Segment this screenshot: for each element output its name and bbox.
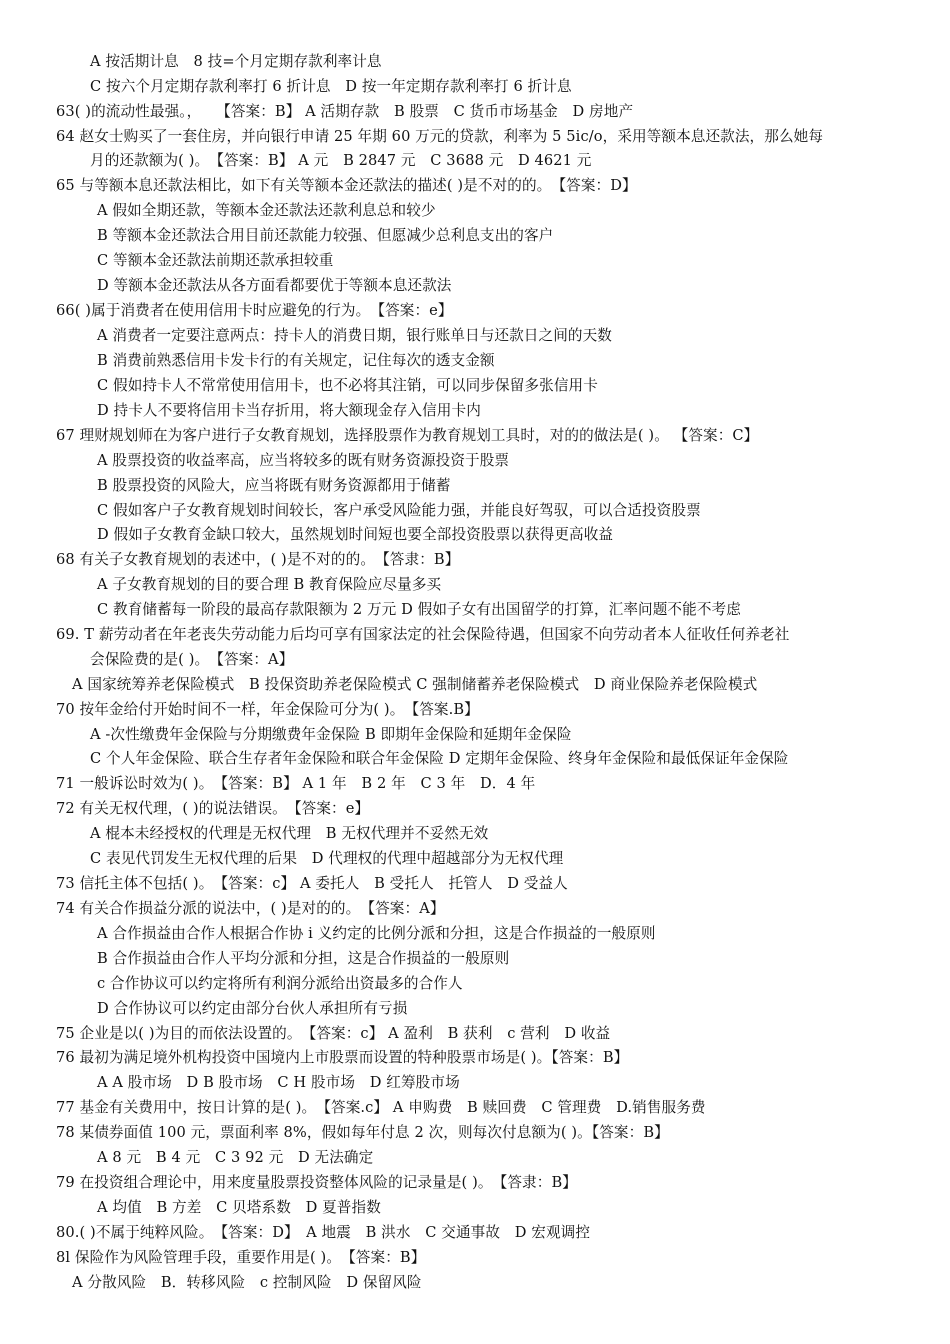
- question-67: 67 理财规划师在为客户进行子女教育规划，选择股票作为教育规划工具时，对的的做法是( )。 【答案：C】: [56, 427, 759, 444]
- question-69-line1: 69. T 薪劳动者在年老丧失劳动能力后均可享有国家法定的社会保险待遇，但国家不向劳动者本人征收任何养老社: [56, 626, 790, 643]
- question-76: 76 最初为满足境外机构投资中国境内上市股票而设置的特种股票市场是( )。【答案：B】: [56, 1049, 629, 1066]
- question-67-option-c: C 假如客户子女教育规划时间较长，客户承受风险能力强，并能良好驾驭，可以合适投资股票: [97, 502, 701, 519]
- question-67-option-b: B 股票投资的风险大，应当将既有财务资源都用于储蓄: [97, 477, 451, 494]
- question-72-options-cd: C 表见代罚发生无权代理的后果 D 代理权的代理中超越部分为无权代理: [90, 850, 564, 867]
- question-74-option-b: B 合作损益由合作人平均分派和分担，这是合作损益的一般原则: [97, 950, 510, 967]
- question-74-option-a: A 合作损益由合作人根据合作协 i 义约定的比例分派和分担，这是合作损益的一般原则: [97, 925, 656, 942]
- question-77: 77 基金有关费用中，按日计算的是( )。 【答案.c】 A 申购费 B 赎回费 C 管理费 D.销售服务费: [56, 1099, 706, 1116]
- question-81-options: A 分散风险 B．转移风险 c 控制风险 D 保留风险: [72, 1274, 422, 1291]
- question-64-line1: 64 赵女士购买了一套住房，并向银行申请 25 年期 60 万元的贷款，利率为 5 5ic/o，采用等额本息还款法，那么她每: [56, 128, 824, 145]
- question-80: 80.( )不属于纯粹风险。 【答案：D】 A 地震 B 洪水 C 交通事故 D 宏观调控: [56, 1224, 591, 1241]
- question-68: 68 有关子女教育规划的表述中，( )是不对的的。 【答隶：B】: [56, 551, 460, 568]
- question-65-option-d: D 等额本金还款法从各方面看都要优于等额本息还款法: [97, 277, 452, 294]
- question-64-line2: 月的还款额为( )。 【答案：B】 A 元 B 2847 元 C 3688 元 D 4621 元: [90, 152, 592, 169]
- question-67-option-d: D 假如子女教育金缺口较大，虽然规划时间短也要全部投资股票以获得更高收益: [97, 526, 614, 543]
- question-81: 8l 保险作为风险管理手段，重要作用是( )。 【答案：B】: [56, 1249, 426, 1266]
- question-78: 78 某债券面值 100 元，票面利率 8%，假如每年付息 2 次，则每次付息额为( )。【答案：B】: [56, 1124, 669, 1141]
- question-69-line2: 会保险费的是( )。 【答案：A】: [90, 651, 294, 668]
- text-line-62-option-a-b: A 按活期计息 8 技=个月定期存款利率计息: [90, 53, 382, 70]
- question-72: 72 有关无权代理，( )的说法错误。 【答案：e】: [56, 800, 370, 817]
- question-78-options: A 8 元 B 4 元 C 3 92 元 D 无法确定: [97, 1149, 374, 1166]
- question-70: 70 按年金给付开始时间不一样，年金保险可分为( )。 【答案.B】: [56, 701, 479, 718]
- question-70-options-ab: A -次性缴费年金保险与分期缴费年金保险 B 即期年金保险和延期年金保险: [90, 726, 572, 743]
- question-70-options-cd: C 个人年金保险、联合生存者年金保险和联合年金保险 D 定期年金保险、终身年金保险和最低保证年金保险: [90, 750, 789, 767]
- question-68-options-ab: A 子女教育规划的目的要合理 B 教育保险应尽量多买: [97, 576, 442, 593]
- question-65-option-b: B 等额本金还款法合用目前还款能力较强、但愿减少总利息支出的客户: [97, 227, 554, 244]
- text-line-62-option-c-d: C 按六个月定期存款利率打 6 折计息 D 按一年定期存款利率打 6 折计息: [90, 78, 572, 95]
- question-67-option-a: A 股票投资的收益率高，应当将较多的既有财务资源投资于股票: [97, 452, 510, 469]
- question-66: 66( )属于消费者在使用信用卡时应避免的行为。 【答案：e】: [56, 302, 453, 319]
- question-79: 79 在投资组合理论中，用来度量股票投资整体风险的记录量是( )。 【答隶：B】: [56, 1174, 577, 1191]
- question-66-option-d: D 持卡人不要将信用卡当存折用，将大额现金存入信用卡内: [97, 402, 481, 419]
- question-74-option-d: D 合作协议可以约定由部分台伙人承担所有亏损: [97, 1000, 408, 1017]
- question-65: 65 与等额本息还款法相比，如下有关等额本金还款法的描述( )是不对的的。 【答案：D】: [56, 177, 637, 194]
- question-79-options: A 均值 B 方差 C 贝塔系数 D 夏普指数: [97, 1199, 381, 1216]
- question-65-option-c: C 等额本金还款法前期还款承担较重: [97, 252, 334, 269]
- question-68-options-cd: C 教育储蓄每一阶段的最高存款限额为 2 万元 D 假如子女有出国留学的打算，汇率问题不能不考虑: [97, 601, 741, 618]
- question-66-option-a: A 消费者一定要注意两点：持卡人的消费日期，银行账单日与还款日之间的天数: [97, 327, 612, 344]
- question-75: 75 企业是以( )为目的而依法设置的。 【答案：c】 A 盈利 B 获利 c 营利 D 收益: [56, 1025, 611, 1042]
- question-73: 73 信托主体不包括( )。 【答案：c】 A 委托人 B 受托人 托管人 D 受益人: [56, 875, 568, 892]
- question-74-option-c: c 合作协议可以约定将所有利润分派给出资最多的合作人: [97, 975, 463, 992]
- question-69-options: A 国家统筹养老保险模式 B 投保资助养老保险模式 C 强制储蓄养老保险模式 D 商业保险养老保险模式: [72, 676, 758, 693]
- question-63: 63( )的流动性最强。， 【答案：B】 A 活期存款 B 股票 C 货币市场基金 D 房地产: [56, 103, 634, 120]
- question-65-option-a: A 假如全期还款，等额本金还款法还款利息总和较少: [97, 202, 436, 219]
- question-76-options: A A 股市场 D B 股市场 C H 股市场 D 红筹股市场: [97, 1074, 460, 1091]
- question-66-option-c: C 假如持卡人不常常使用信用卡，也不必将其注销，可以同步保留多张信用卡: [97, 377, 598, 394]
- question-72-options-ab: A 棍本未经授权的代理是无权代理 B 无权代理并不妥然无效: [90, 825, 489, 842]
- question-74: 74 有关合作损益分派的说法中，( )是对的的。 【答案：A】: [56, 900, 445, 917]
- question-71: 71 一般诉讼时效为( )。 【答案：B】 A 1 年 B 2 年 C 3 年 D．4 年: [56, 775, 536, 792]
- question-66-option-b: B 消费前熟悉信用卡发卡行的有关规定，记住每次的透支金额: [97, 352, 495, 369]
